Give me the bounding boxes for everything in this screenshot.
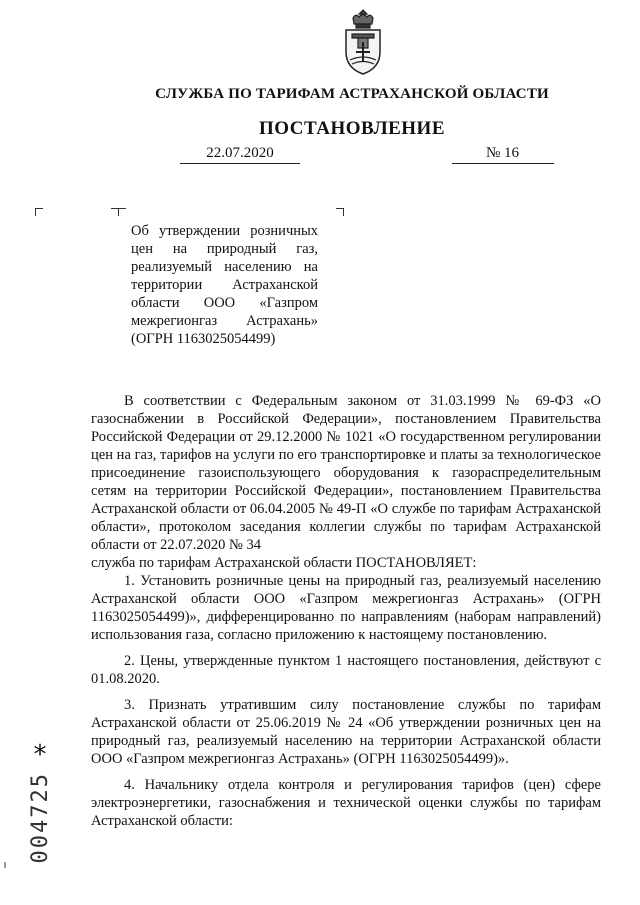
document-number <box>452 145 554 164</box>
registration-stamp <box>22 742 58 872</box>
date-underline <box>180 163 300 164</box>
item-1-paragraph: 1. Установить розничные цены на природный газ, реализуемый населению Астраханской области ООО «Газпром межрегионгаз Астрахань» (ОГРН 1163025054499)», дифференцированно по направлениям (наборам направлений) использования газа, согласно приложению к настоящему постановлению. <box>91 573 601 643</box>
agency-name: СЛУЖБА ПО ТАРИФАМ АСТРАХАНСКОЙ ОБЛАСТИ <box>155 86 549 102</box>
edge-mark <box>4 862 6 868</box>
corner-mark <box>336 208 344 216</box>
resolve-paragraph: служба по тарифам Астраханской области ПОСТАНОВЛЯЕТ: <box>91 555 477 571</box>
coat-of-arms-icon <box>338 8 388 76</box>
corner-mark <box>35 208 43 216</box>
stamp-number: 004725 <box>27 772 53 864</box>
date-value: 22.07.2020 <box>206 145 274 161</box>
number-underline <box>452 163 554 164</box>
document-subject: Об утверждении розничных цен на природный газ, реализуемый населению на территории Астраханской области ООО «Газпром межрегионгаз Астрахань» (ОГРН 1163025054499) <box>131 223 318 347</box>
number-value: № 16 <box>486 145 520 161</box>
corner-mark <box>118 208 126 216</box>
document-title: ПОСТАНОВЛЕНИЕ <box>258 118 446 139</box>
document-date <box>180 145 300 164</box>
preamble-paragraph: В соответствии с Федеральным законом от 31.03.1999 № 69-ФЗ «О газоснабжении в Российской Федерации», постановлением Правительства Российской Федерации от 29.12.2000 № 1021 «О государственном регулировании цен на газ, тарифов на услуги по его транспортировке и платы за технологическое присоединение газоиспользующего оборудования к газораспределительным сетям на территории Российской Федерации», постановлением Правительства Астраханской области от 06.04.2005 № 49-П «О службе по тарифам Астраханской области», протоколом заседания коллегии службы по тарифам Астраханской области от 22.07.2020 № 34 <box>91 393 601 553</box>
item-4-paragraph: 4. Начальнику отдела контроля и регулирования тарифов (цен) сфере электроэнергетики, газоснабжения и технической оценки службы по тарифам Астраханской области: <box>91 777 601 829</box>
item-3-paragraph: 3. Признать утратившим силу постановление службы по тарифам Астраханской области от 25.06.2019 № 24 «Об утверждении розничных цен на природный газ, реализуемый населению на территории Астраханской области ООО «Газпром межрегионгаз Астрахань» (ОГРН 1163025054499)». <box>91 697 601 767</box>
item-2-paragraph: 2. Цены, утвержденные пунктом 1 настоящего постановления, действуют с 01.08.2020. <box>91 653 601 687</box>
document-body <box>91 392 601 830</box>
stamp-star: * <box>33 740 47 770</box>
